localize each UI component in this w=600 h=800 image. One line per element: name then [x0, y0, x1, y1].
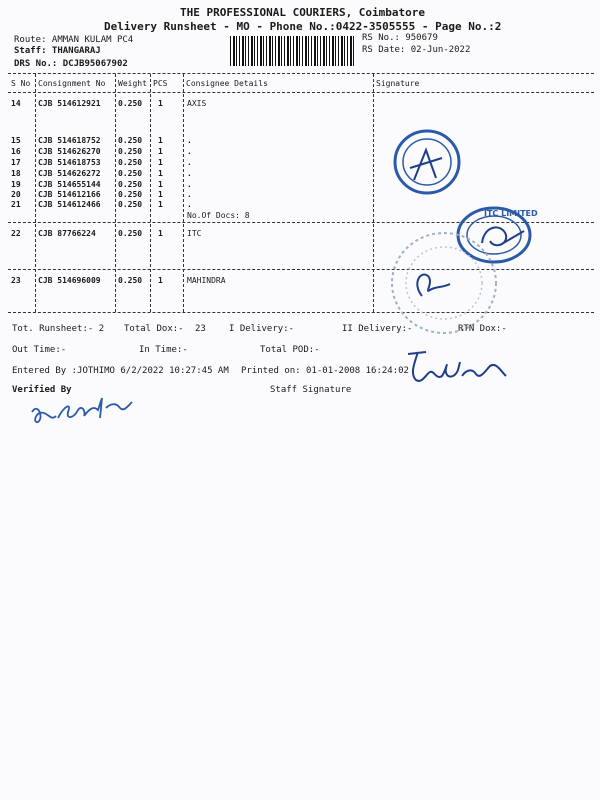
signature-mahindra — [410, 266, 460, 302]
col-consignment: Consignment No — [38, 79, 106, 88]
row-details: . — [187, 200, 192, 209]
docs-count-note: No.Of Docs: 8 — [187, 211, 250, 220]
row-sno: 16 — [11, 147, 21, 156]
staff-signature-label: Staff Signature — [270, 385, 352, 395]
row-weight: 0.250 — [118, 136, 143, 145]
runsheet-subtitle: Delivery Runsheet - MO - Phone No.:0422-3505555 - Page No.:2 — [104, 20, 502, 33]
company-title: THE PROFESSIONAL COURIERS, Coimbatore — [180, 6, 426, 19]
itc-stamp-text: ITC LIMITED — [484, 209, 538, 218]
row-details: . — [187, 169, 192, 178]
row-consignment: CJB 514626270 — [38, 147, 101, 156]
row-details: AXIS — [187, 99, 207, 108]
row-weight: 0.250 — [118, 200, 143, 209]
row-details: . — [187, 180, 192, 189]
row-sno: 15 — [11, 136, 21, 145]
col-sno: S No — [11, 79, 31, 88]
row-weight: 0.250 — [118, 180, 143, 189]
rs-date: RS Date: 02-Jun-2022 — [362, 45, 471, 55]
row-consignment: CJB 514612166 — [38, 190, 101, 199]
row-details: . — [187, 190, 192, 199]
row-details: MAHINDRA — [187, 276, 226, 285]
row-sno: 14 — [11, 99, 21, 108]
barcode-image — [230, 36, 355, 66]
row-sno: 22 — [11, 229, 21, 238]
row-details: ITC — [187, 229, 202, 238]
row-consignment: CJB 87766224 — [38, 229, 96, 238]
axis-stamp — [392, 128, 462, 196]
row-sno: 21 — [11, 200, 21, 209]
row-consignment: CJB 514612921 — [38, 99, 101, 108]
row-weight: 0.250 — [118, 147, 143, 156]
row-details: . — [187, 158, 192, 167]
total-runsheet: Tot. Runsheet:- 2 — [12, 324, 105, 334]
staff-signature — [400, 340, 520, 390]
row-pcs: 1 — [158, 147, 163, 156]
in-time: In Time:- — [139, 345, 188, 355]
col-details: Consignee Details — [186, 79, 268, 88]
col-signature: Signature — [376, 79, 420, 88]
table-row — [0, 136, 600, 146]
row-details: . — [187, 136, 192, 145]
col-pcs: PCS — [153, 79, 168, 88]
divider — [8, 73, 594, 74]
row-consignment: CJB 514612466 — [38, 200, 101, 209]
row-weight: 0.250 — [118, 229, 143, 238]
out-time: Out Time:- — [12, 345, 67, 355]
row-consignment: CJB 514655144 — [38, 180, 101, 189]
row-pcs: 1 — [158, 200, 163, 209]
rtn-dox: RTN Dox:- — [458, 324, 507, 334]
divider — [8, 92, 594, 93]
table-row — [0, 180, 600, 190]
row-pcs: 1 — [158, 180, 163, 189]
staff-label: Staff: THANGARAJ — [14, 46, 101, 56]
rs-number: RS No.: 950679 — [362, 33, 438, 43]
drs-number: DRS No.: DCJB95067902 — [14, 59, 128, 69]
row-weight: 0.250 — [118, 276, 143, 285]
i-delivery: I Delivery:- — [229, 324, 295, 334]
row-pcs: 1 — [158, 190, 163, 199]
ii-delivery: II Delivery:- — [342, 324, 413, 334]
total-dox-label: Total Dox:- — [124, 324, 184, 334]
row-consignment: CJB 514696009 — [38, 276, 101, 285]
table-row — [0, 276, 600, 286]
row-sno: 17 — [11, 158, 21, 167]
total-dox-value: 23 — [195, 324, 206, 334]
row-sno: 19 — [11, 180, 21, 189]
table-header — [0, 79, 600, 89]
row-pcs: 1 — [158, 229, 163, 238]
table-row — [0, 147, 600, 157]
table-row — [0, 158, 600, 168]
row-sno: 23 — [11, 276, 21, 285]
row-weight: 0.250 — [118, 169, 143, 178]
row-weight: 0.250 — [118, 158, 143, 167]
row-pcs: 1 — [158, 276, 163, 285]
verified-signature — [28, 388, 138, 428]
row-weight: 0.250 — [118, 190, 143, 199]
divider — [8, 269, 594, 270]
row-pcs: 1 — [158, 99, 163, 108]
row-consignment: CJB 514618753 — [38, 158, 101, 167]
row-consignment: CJB 514618752 — [38, 136, 101, 145]
divider — [8, 312, 594, 313]
row-sno: 18 — [11, 169, 21, 178]
entered-by: Entered By :JOTHIMO 6/2/2022 10:27:45 AM — [12, 366, 229, 376]
route-label: Route: AMMAN KULAM PC4 — [14, 35, 134, 45]
row-pcs: 1 — [158, 169, 163, 178]
col-weight: Weight — [118, 79, 147, 88]
row-consignment: CJB 514626272 — [38, 169, 101, 178]
table-row — [0, 169, 600, 179]
table-row — [0, 99, 600, 109]
row-pcs: 1 — [158, 136, 163, 145]
row-details: . — [187, 147, 192, 156]
table-row — [0, 190, 600, 200]
printed-on: Printed on: 01-01-2008 16:24:02 — [241, 366, 409, 376]
row-pcs: 1 — [158, 158, 163, 167]
verified-by: Verified By — [12, 385, 72, 395]
row-weight: 0.250 — [118, 99, 143, 108]
row-sno: 20 — [11, 190, 21, 199]
total-pod: Total POD:- — [260, 345, 320, 355]
